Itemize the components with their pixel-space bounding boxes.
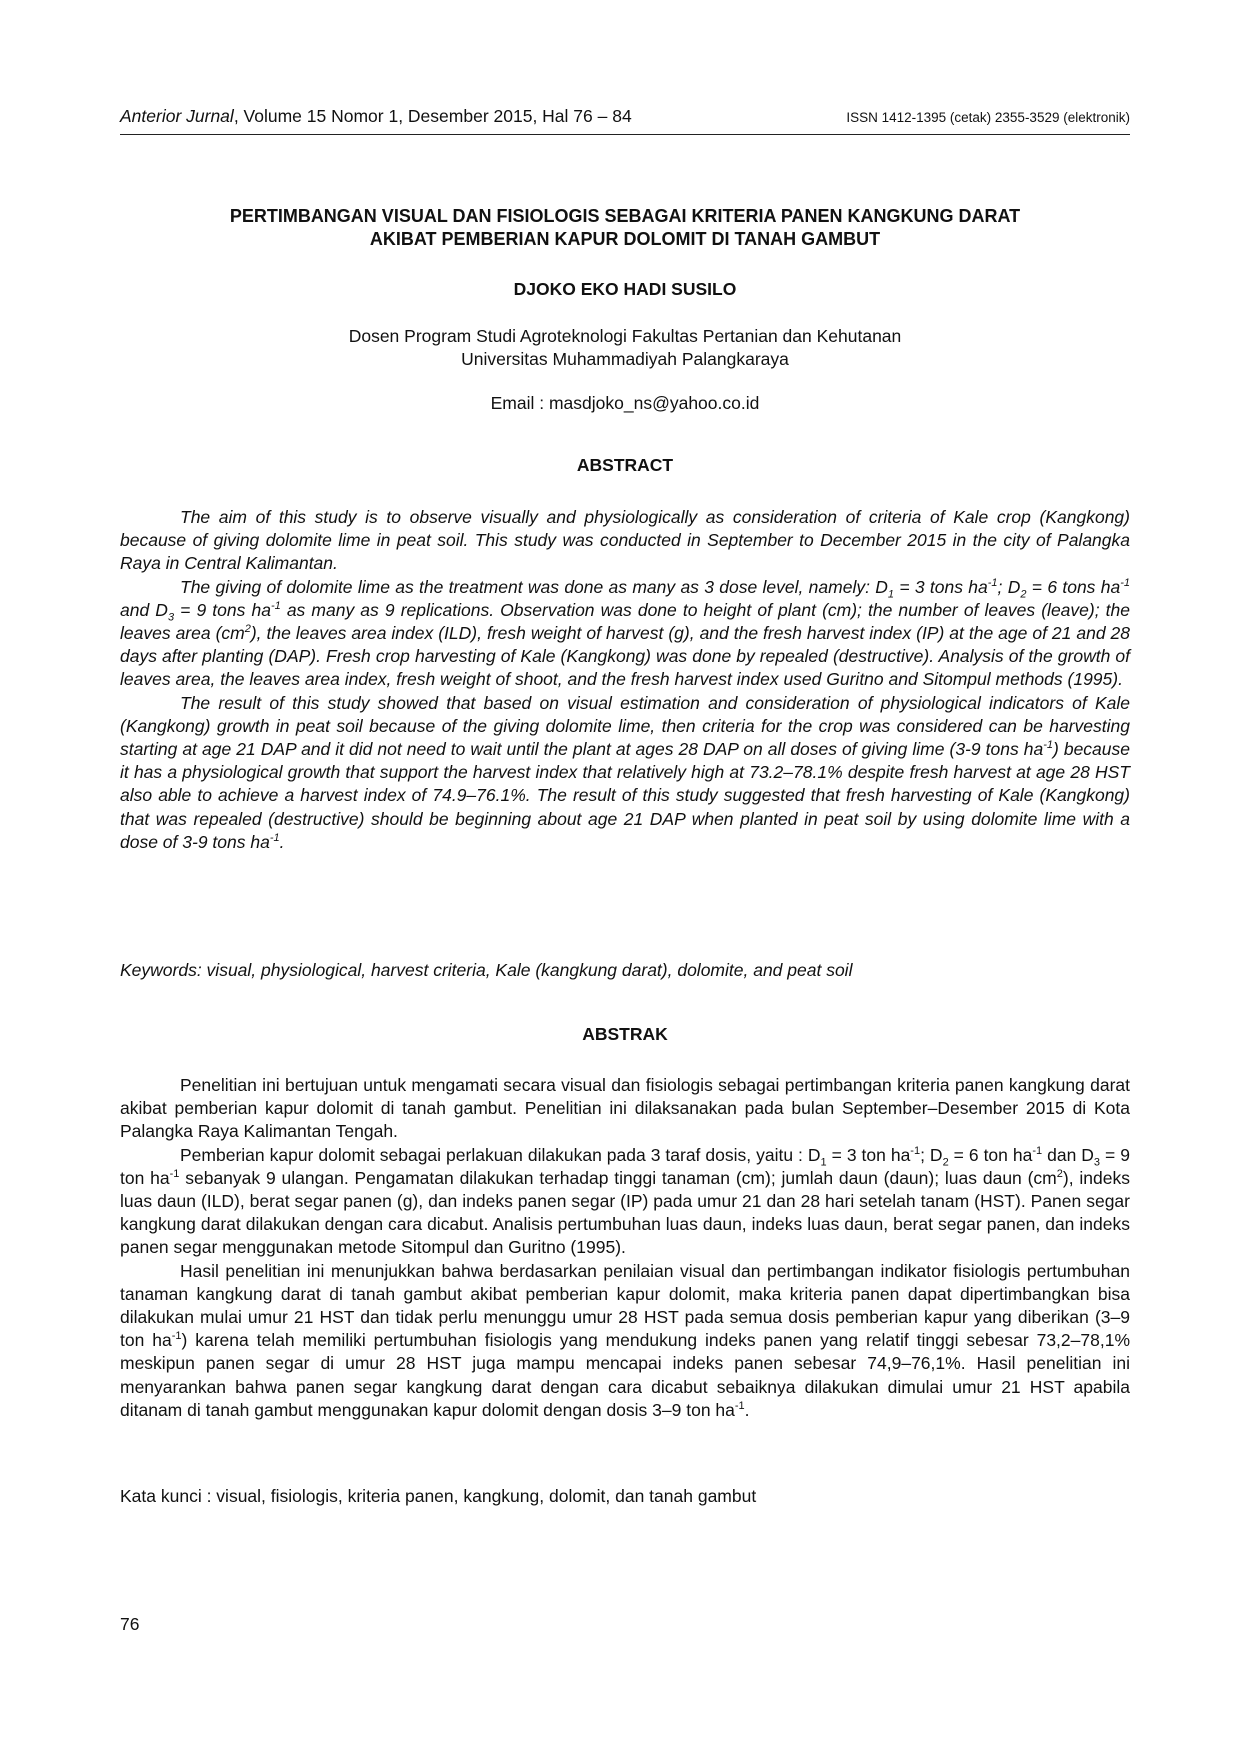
running-header [120,106,1130,135]
abstrak-body [120,1074,1130,1422]
affiliation [120,325,1130,371]
abstract-heading: ABSTRACT [576,455,674,475]
abstract-paragraph-1: The aim of this study is to observe visually and physiologically as consideration of criteria of Kale crop (Kangkong) because of giving dolomite lime in peat soil. This study was conducted in September to December 2015 in the city of Palangka Raya in Central Kalimantan. [120,507,1130,574]
abstrak-paragraph-2: Pemberian kapur dolomit sebagai perlakuan dilakukan pada 3 taraf dosis, yaitu : $D_1 = 3$ ton $ha^{-1}$; $D_2 = 6$ ton $ha^{-1}$ dan $D_3 = 9$ ton $ha^{-1}$ sebanyak 9 ulangan. Pengamatan dilakukan terhadap tinggi tanaman (cm); jumlah daun (daun); luas daun $(cm^2)$, indeks luas daun (ILD), berat segar panen (g), dan indeks panen segar (IP) pada umur 21 dan 28 hari setelah tanam (HST). Panen segar kangkung darat dilakukan dengan cara dicabut. Analisis pertumbuhan luas daun, indeks luas daun, berat segar panen, dan indeks panen segar menggunakan metode Sitompul dan Guritno (1995). [120,1144,1130,1258]
affiliation-line: Dosen Program Studi Agroteknologi Fakultas Pertanian dan Kehutanan [348,326,902,346]
journal-citation [120,106,632,127]
keywords-indonesian: Kata kunci : visual, fisiologis, kriteria panen, kangkung, dolomit, dan tanah gambut [120,1486,757,1506]
affiliation-line: Universitas Muhammadiyah Palangkaraya [461,349,789,369]
title-line: PERTIMBANGAN VISUAL DAN FISIOLOGIS SEBAGAI KRITERIA PANEN KANGKUNG DARAT [229,206,1021,226]
page-number: 76 [120,1614,140,1634]
issn: ISSN 1412-1395 (cetak) 2355-3529 (elektronik) [846,110,1130,125]
abstract-paragraph-2: The giving of dolomite lime as the treatment was done as many as 3 dose level, namely: $D_1 = 3$ tons $ha^{-1}$; $D_2 = 6$ tons $ha^{-1}$ and $D_3 = 9$ tons $ha^{-1}$ as many as 9 replications. Observation was done to height of plant (cm); the number of leaves (leave); the leaves area $(cm^2)$, the leaves area index (ILD), fresh weight of harvest (g), and the fresh harvest index (IP) at the age of 21 and 28 days after planting (DAP). Fresh crop harvesting of Kale (Kangkong) was done by repealed (destructive). Analysis of the growth of leaves area, the leaves area index, fresh weight of shoot, and the fresh harvest index used Guritno and Sitompul methods (1995). [120,576,1131,690]
abstrak-paragraph-3: Hasil penelitian ini menunjukkan bahwa berdasarkan penilaian visual dan pertimbangan indikator fisiologis pertumbuhan tanaman kangkung darat di tanah gambut akibat pemberian kapur dolomit, maka kriteria panen dapat dipertimbangkan bisa dilakukan mulai umur 21 HST dan tidak perlu menunggu umur 28 HST pada semua dosis pemberian kapur yang diberikan (3–9 ton $ha^{-1}$) karena telah memiliki pertumbuhan fisiologis yang mendukung indeks panen yang relatif tinggi sebesar 73,2–78,1% meskipun panen segar di umur 28 HST juga mampu mencapai indeks panen sebesar 74,9–76,1%. Hasil penelitian ini menyarankan bahwa panen segar kangkung darat dengan cara dicabut sebaiknya dilakukan dimulai umur 21 HST apabila ditanam di tanah gambut menggunakan kapur dolomit dengan dosis 3–9 ton $ha^{-1}$. [120,1260,1131,1420]
author-name: DJOKO EKO HADI SUSILO [513,279,737,299]
abstrak-heading: ABSTRAK [582,1024,668,1044]
journal-issue: , Volume 15 Nomor 1, Desember 2015, Hal 76 – 84 [233,106,632,126]
journal-name: Anterior Jurnal [120,106,234,126]
abstrak-paragraph-1: Penelitian ini bertujuan untuk mengamati secara visual dan fisiologis sebagai pertimbangan kriteria panen kangkung darat akibat pemberian kapur dolomit di tanah gambut. Penelitian ini dilaksanakan pada bulan September–Desember 2015 di Kota Palangka Raya Kalimantan Tengah. [120,1075,1130,1142]
abstract-paragraph-3: The result of this study showed that based on visual estimation and consideration of physiological indicators of Kale (Kangkong) growth in peat soil because of the giving dolomite lime, then criteria for the crop was considered can be harvesting starting at age 21 DAP and it did not need to wait until the plant at ages 28 DAP on all doses of giving lime (3-9 tons $ha^{-1}$) because it has a physiological growth that support the harvest index that relatively high at 73.2–78.1% despite fresh harvest at age 28 HST also able to achieve a harvest index of 74.9–76.1%. The result of this study suggested that fresh harvesting of Kale (Kangkong) that was repealed (destructive) should be beginning about age 21 DAP when planted in peat soil by using dolomite lime with a dose of 3-9 tons $ha^{-1}$. [120,692,1130,852]
paper-title [120,205,1130,251]
keywords-english: Keywords: visual, physiological, harvest criteria, Kale (kangkung darat), dolomite, and peat soil [120,960,853,980]
title-line: AKIBAT PEMBERIAN KAPUR DOLOMIT DI TANAH GAMBUT [369,229,881,249]
abstract-body [120,506,1130,854]
author-email: Email : masdjoko_ns@yahoo.co.id [490,393,760,413]
